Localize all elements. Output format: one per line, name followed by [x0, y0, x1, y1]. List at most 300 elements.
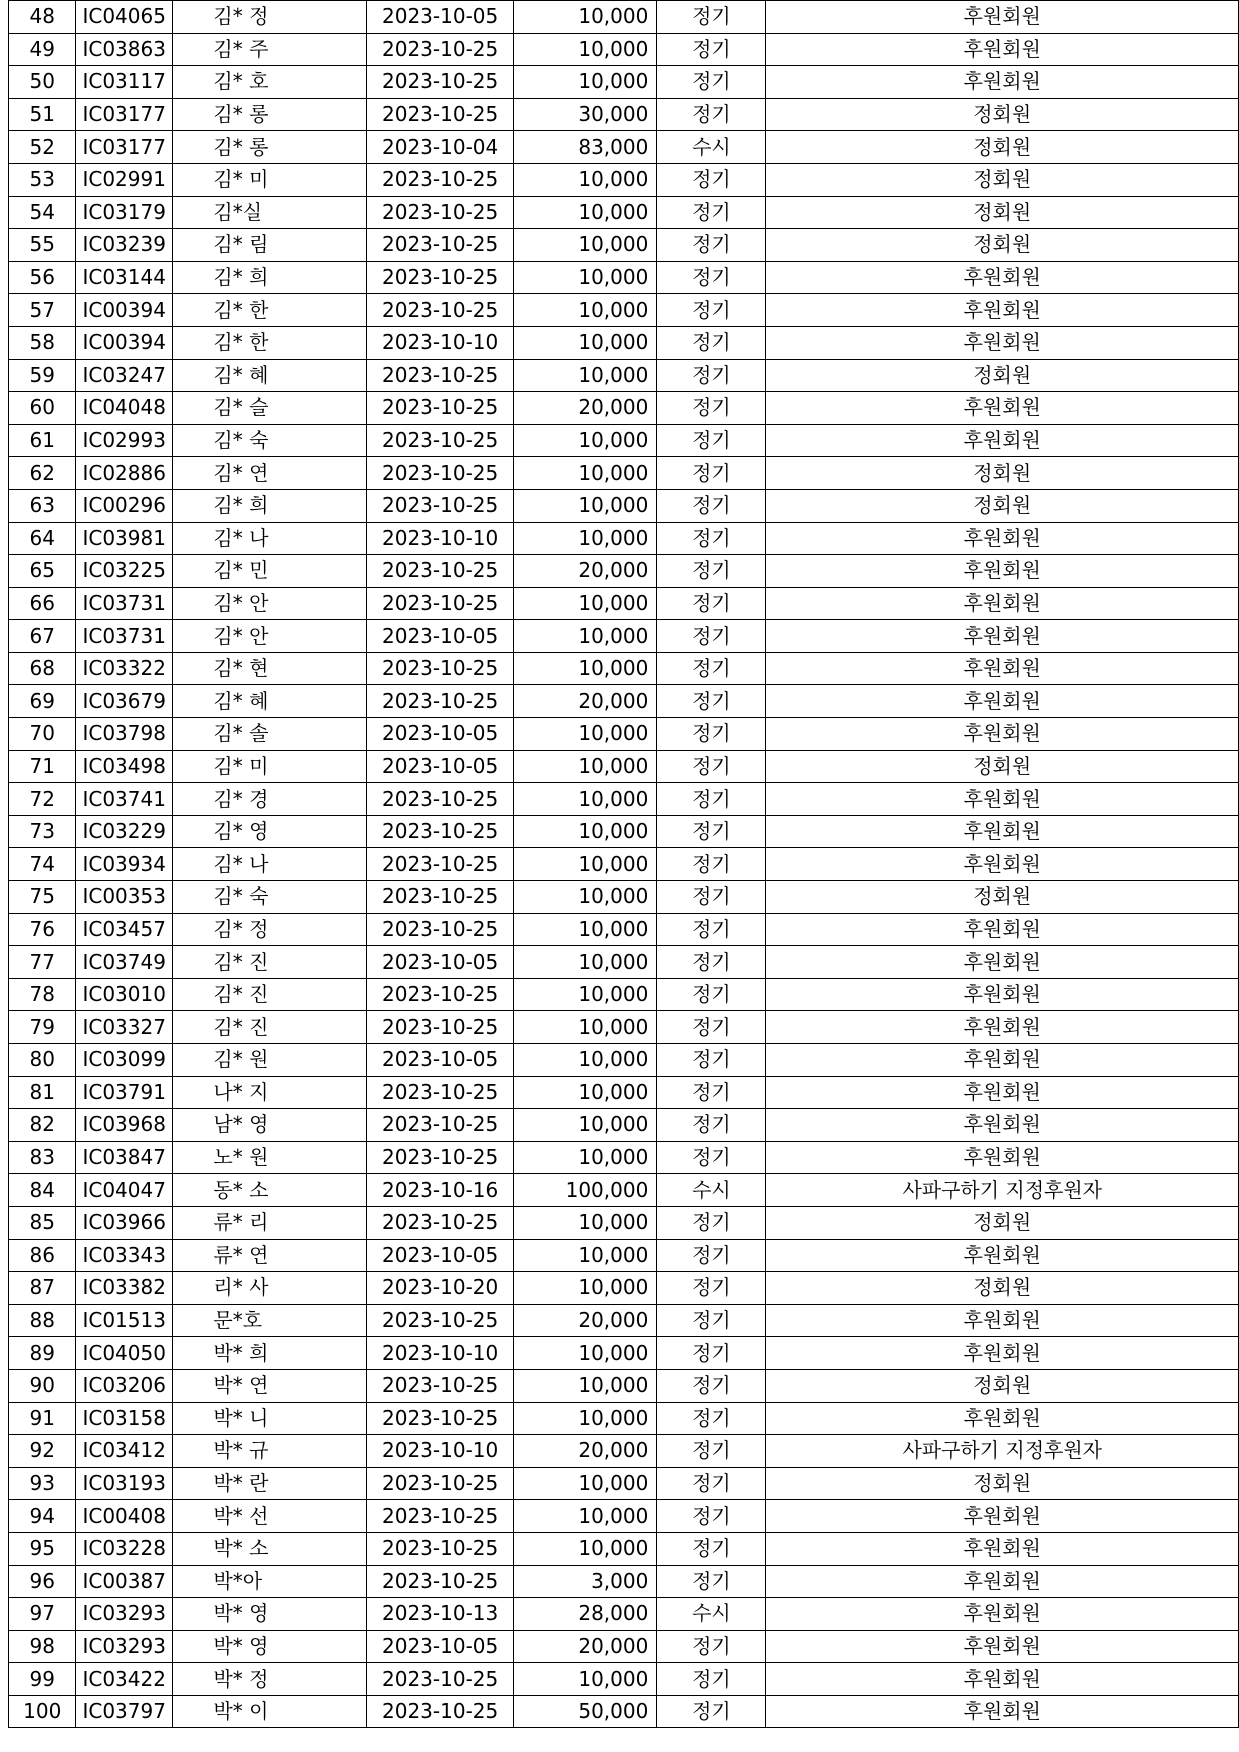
- donation-type-cell: 정기: [657, 1402, 766, 1435]
- table-row: [9, 718, 1239, 751]
- amount-cell: 10,000: [513, 881, 657, 914]
- row-number-cell: 75: [9, 881, 76, 914]
- member-name-cell: 김* 희: [173, 489, 367, 522]
- member-id-cell: IC03749: [76, 946, 173, 979]
- table-row: [9, 522, 1239, 555]
- donation-type-cell: 정기: [657, 1109, 766, 1142]
- donation-type-cell: 정기: [657, 1304, 766, 1337]
- member-id-cell: IC03981: [76, 522, 173, 555]
- donation-type-cell: 정기: [657, 1239, 766, 1272]
- row-number-cell: 95: [9, 1532, 76, 1565]
- amount-cell: 10,000: [513, 163, 657, 196]
- member-category-cell: 후원회원: [766, 587, 1239, 620]
- amount-cell: 10,000: [513, 196, 657, 229]
- donation-type-cell: 정기: [657, 1565, 766, 1598]
- donation-date-cell: 2023-10-10: [367, 1337, 513, 1370]
- member-name-cell: 김* 정: [173, 1, 367, 34]
- member-id-cell: IC03966: [76, 1206, 173, 1239]
- table-row: [9, 294, 1239, 327]
- member-category-cell: 후원회원: [766, 1598, 1239, 1631]
- member-category-cell: 후원회원: [766, 815, 1239, 848]
- member-id-cell: IC03798: [76, 718, 173, 751]
- amount-cell: 10,000: [513, 33, 657, 66]
- member-name-cell: 류* 연: [173, 1239, 367, 1272]
- member-id-cell: IC03158: [76, 1402, 173, 1435]
- member-name-cell: 김* 안: [173, 620, 367, 653]
- member-category-cell: 후원회원: [766, 913, 1239, 946]
- amount-cell: 20,000: [513, 392, 657, 425]
- member-id-cell: IC00394: [76, 326, 173, 359]
- donation-type-cell: 정기: [657, 1272, 766, 1305]
- row-number-cell: 62: [9, 457, 76, 490]
- member-category-cell: 정회원: [766, 196, 1239, 229]
- donation-date-cell: 2023-10-25: [367, 815, 513, 848]
- row-number-cell: 48: [9, 1, 76, 34]
- amount-cell: 10,000: [513, 1206, 657, 1239]
- member-category-cell: 후원회원: [766, 392, 1239, 425]
- member-id-cell: IC03847: [76, 1141, 173, 1174]
- table-row: [9, 1272, 1239, 1305]
- donation-type-cell: 정기: [657, 1141, 766, 1174]
- amount-cell: 10,000: [513, 1500, 657, 1533]
- amount-cell: 10,000: [513, 750, 657, 783]
- donation-date-cell: 2023-10-13: [367, 1598, 513, 1631]
- table-row: [9, 196, 1239, 229]
- table-row: [9, 1076, 1239, 1109]
- donation-type-cell: 정기: [657, 98, 766, 131]
- member-name-cell: 김* 민: [173, 555, 367, 588]
- row-number-cell: 79: [9, 1011, 76, 1044]
- member-name-cell: 리* 사: [173, 1272, 367, 1305]
- member-category-cell: 후원회원: [766, 783, 1239, 816]
- member-category-cell: 후원회원: [766, 1109, 1239, 1142]
- member-category-cell: 정회원: [766, 881, 1239, 914]
- amount-cell: 10,000: [513, 1239, 657, 1272]
- donation-date-cell: 2023-10-25: [367, 1141, 513, 1174]
- row-number-cell: 78: [9, 978, 76, 1011]
- member-category-cell: 정회원: [766, 359, 1239, 392]
- donation-date-cell: 2023-10-05: [367, 1044, 513, 1077]
- donation-date-cell: 2023-10-25: [367, 913, 513, 946]
- member-id-cell: IC01513: [76, 1304, 173, 1337]
- amount-cell: 10,000: [513, 620, 657, 653]
- member-category-cell: 후원회원: [766, 652, 1239, 685]
- row-number-cell: 69: [9, 685, 76, 718]
- donation-date-cell: 2023-10-05: [367, 946, 513, 979]
- member-category-cell: 후원회원: [766, 1304, 1239, 1337]
- amount-cell: 30,000: [513, 98, 657, 131]
- member-name-cell: 김* 연: [173, 457, 367, 490]
- donation-type-cell: 정기: [657, 424, 766, 457]
- member-category-cell: 후원회원: [766, 66, 1239, 99]
- donation-date-cell: 2023-10-20: [367, 1272, 513, 1305]
- row-number-cell: 90: [9, 1369, 76, 1402]
- row-number-cell: 67: [9, 620, 76, 653]
- table-row: [9, 98, 1239, 131]
- member-id-cell: IC03731: [76, 587, 173, 620]
- row-number-cell: 86: [9, 1239, 76, 1272]
- amount-cell: 10,000: [513, 489, 657, 522]
- donation-date-cell: 2023-10-25: [367, 196, 513, 229]
- donation-type-cell: 정기: [657, 1337, 766, 1370]
- donation-date-cell: 2023-10-25: [367, 261, 513, 294]
- row-number-cell: 89: [9, 1337, 76, 1370]
- amount-cell: 10,000: [513, 946, 657, 979]
- donation-date-cell: 2023-10-25: [367, 163, 513, 196]
- row-number-cell: 71: [9, 750, 76, 783]
- amount-cell: 100,000: [513, 1174, 657, 1207]
- member-category-cell: 후원회원: [766, 978, 1239, 1011]
- member-id-cell: IC04065: [76, 1, 173, 34]
- table-row: [9, 1695, 1239, 1728]
- table-row: [9, 978, 1239, 1011]
- donation-type-cell: 정기: [657, 261, 766, 294]
- donation-date-cell: 2023-10-25: [367, 98, 513, 131]
- donation-type-cell: 정기: [657, 1369, 766, 1402]
- member-category-cell: 후원회원: [766, 326, 1239, 359]
- donation-type-cell: 정기: [657, 1663, 766, 1696]
- table-row: [9, 1435, 1239, 1468]
- member-category-cell: 후원회원: [766, 33, 1239, 66]
- member-category-cell: 정회원: [766, 1206, 1239, 1239]
- amount-cell: 10,000: [513, 815, 657, 848]
- member-name-cell: 남* 영: [173, 1109, 367, 1142]
- table-row: [9, 1532, 1239, 1565]
- table-row: [9, 1500, 1239, 1533]
- table-row: [9, 750, 1239, 783]
- donation-type-cell: 정기: [657, 718, 766, 751]
- member-name-cell: 박* 정: [173, 1663, 367, 1696]
- row-number-cell: 84: [9, 1174, 76, 1207]
- member-id-cell: IC00296: [76, 489, 173, 522]
- table-row: [9, 1565, 1239, 1598]
- donation-date-cell: 2023-10-25: [367, 294, 513, 327]
- row-number-cell: 92: [9, 1435, 76, 1468]
- donation-date-cell: 2023-10-25: [367, 1076, 513, 1109]
- member-id-cell: IC03382: [76, 1272, 173, 1305]
- amount-cell: 10,000: [513, 652, 657, 685]
- donation-type-cell: 정기: [657, 685, 766, 718]
- member-id-cell: IC03247: [76, 359, 173, 392]
- row-number-cell: 58: [9, 326, 76, 359]
- donation-type-cell: 정기: [657, 1076, 766, 1109]
- member-id-cell: IC03498: [76, 750, 173, 783]
- member-category-cell: 후원회원: [766, 424, 1239, 457]
- donation-type-cell: 정기: [657, 522, 766, 555]
- member-category-cell: 후원회원: [766, 685, 1239, 718]
- member-name-cell: 김* 경: [173, 783, 367, 816]
- row-number-cell: 61: [9, 424, 76, 457]
- member-name-cell: 김* 미: [173, 750, 367, 783]
- amount-cell: 10,000: [513, 457, 657, 490]
- donation-type-cell: 정기: [657, 620, 766, 653]
- amount-cell: 10,000: [513, 1532, 657, 1565]
- row-number-cell: 87: [9, 1272, 76, 1305]
- member-name-cell: 동* 소: [173, 1174, 367, 1207]
- table-row: [9, 913, 1239, 946]
- table-row: [9, 392, 1239, 425]
- amount-cell: 10,000: [513, 1663, 657, 1696]
- member-category-cell: 사파구하기 지정후원자: [766, 1174, 1239, 1207]
- member-name-cell: 김* 림: [173, 229, 367, 262]
- member-name-cell: 김* 현: [173, 652, 367, 685]
- member-id-cell: IC00387: [76, 1565, 173, 1598]
- donation-type-cell: 정기: [657, 815, 766, 848]
- donation-type-cell: 정기: [657, 783, 766, 816]
- table-row: [9, 229, 1239, 262]
- member-category-cell: 정회원: [766, 489, 1239, 522]
- table-row: [9, 1174, 1239, 1207]
- donation-date-cell: 2023-10-25: [367, 359, 513, 392]
- member-category-cell: 후원회원: [766, 1532, 1239, 1565]
- table-row: [9, 66, 1239, 99]
- table-row: [9, 1663, 1239, 1696]
- row-number-cell: 49: [9, 33, 76, 66]
- member-category-cell: 후원회원: [766, 1630, 1239, 1663]
- donation-date-cell: 2023-10-25: [367, 1304, 513, 1337]
- member-category-cell: 정회원: [766, 1272, 1239, 1305]
- table-row: [9, 685, 1239, 718]
- row-number-cell: 72: [9, 783, 76, 816]
- donation-date-cell: 2023-10-25: [367, 457, 513, 490]
- member-id-cell: IC03144: [76, 261, 173, 294]
- amount-cell: 20,000: [513, 685, 657, 718]
- table-row: [9, 261, 1239, 294]
- member-name-cell: 김* 롱: [173, 98, 367, 131]
- member-category-cell: 후원회원: [766, 620, 1239, 653]
- amount-cell: 10,000: [513, 261, 657, 294]
- table-row: [9, 1304, 1239, 1337]
- member-category-cell: 후원회원: [766, 1076, 1239, 1109]
- donation-type-cell: 정기: [657, 66, 766, 99]
- table-row: [9, 1337, 1239, 1370]
- member-name-cell: 박* 니: [173, 1402, 367, 1435]
- amount-cell: 20,000: [513, 555, 657, 588]
- donation-type-cell: 정기: [657, 163, 766, 196]
- donation-type-cell: 정기: [657, 229, 766, 262]
- member-name-cell: 김* 진: [173, 978, 367, 1011]
- member-name-cell: 김* 안: [173, 587, 367, 620]
- row-number-cell: 66: [9, 587, 76, 620]
- table-row: [9, 555, 1239, 588]
- row-number-cell: 56: [9, 261, 76, 294]
- amount-cell: 10,000: [513, 1011, 657, 1044]
- donation-type-cell: 수시: [657, 1598, 766, 1631]
- member-name-cell: 김* 나: [173, 522, 367, 555]
- member-name-cell: 류* 리: [173, 1206, 367, 1239]
- member-id-cell: IC02991: [76, 163, 173, 196]
- amount-cell: 10,000: [513, 522, 657, 555]
- donation-type-cell: 정기: [657, 881, 766, 914]
- row-number-cell: 81: [9, 1076, 76, 1109]
- donation-date-cell: 2023-10-25: [367, 978, 513, 1011]
- member-category-cell: 정회원: [766, 1467, 1239, 1500]
- donation-date-cell: 2023-10-05: [367, 750, 513, 783]
- row-number-cell: 53: [9, 163, 76, 196]
- member-category-cell: 사파구하기 지정후원자: [766, 1435, 1239, 1468]
- amount-cell: 10,000: [513, 1109, 657, 1142]
- donation-type-cell: 정기: [657, 1630, 766, 1663]
- donation-type-cell: 정기: [657, 848, 766, 881]
- member-name-cell: 박* 영: [173, 1598, 367, 1631]
- donation-date-cell: 2023-10-25: [367, 587, 513, 620]
- donation-date-cell: 2023-10-04: [367, 131, 513, 164]
- table-row: [9, 1598, 1239, 1631]
- donation-date-cell: 2023-10-25: [367, 392, 513, 425]
- row-number-cell: 68: [9, 652, 76, 685]
- member-name-cell: 김* 희: [173, 261, 367, 294]
- member-id-cell: IC03206: [76, 1369, 173, 1402]
- amount-cell: 10,000: [513, 424, 657, 457]
- row-number-cell: 64: [9, 522, 76, 555]
- member-name-cell: 김* 혜: [173, 685, 367, 718]
- donation-date-cell: 2023-10-25: [367, 1565, 513, 1598]
- amount-cell: 10,000: [513, 359, 657, 392]
- amount-cell: 20,000: [513, 1630, 657, 1663]
- row-number-cell: 60: [9, 392, 76, 425]
- member-id-cell: IC03228: [76, 1532, 173, 1565]
- member-category-cell: 후원회원: [766, 1500, 1239, 1533]
- member-name-cell: 박* 규: [173, 1435, 367, 1468]
- table-row: [9, 1206, 1239, 1239]
- table-row: [9, 1044, 1239, 1077]
- table-row: [9, 1141, 1239, 1174]
- member-id-cell: IC03679: [76, 685, 173, 718]
- member-name-cell: 김* 정: [173, 913, 367, 946]
- member-id-cell: IC03741: [76, 783, 173, 816]
- donation-date-cell: 2023-10-05: [367, 718, 513, 751]
- row-number-cell: 57: [9, 294, 76, 327]
- member-name-cell: 박* 영: [173, 1630, 367, 1663]
- member-name-cell: 김* 진: [173, 1011, 367, 1044]
- donation-type-cell: 정기: [657, 978, 766, 1011]
- member-name-cell: 박*아: [173, 1565, 367, 1598]
- row-number-cell: 93: [9, 1467, 76, 1500]
- row-number-cell: 73: [9, 815, 76, 848]
- member-category-cell: 후원회원: [766, 1011, 1239, 1044]
- amount-cell: 10,000: [513, 66, 657, 99]
- donation-date-cell: 2023-10-25: [367, 1369, 513, 1402]
- member-category-cell: 정회원: [766, 131, 1239, 164]
- amount-cell: 50,000: [513, 1695, 657, 1728]
- member-category-cell: 정회원: [766, 229, 1239, 262]
- table-row: [9, 620, 1239, 653]
- row-number-cell: 65: [9, 555, 76, 588]
- table-row: [9, 457, 1239, 490]
- member-id-cell: IC03177: [76, 131, 173, 164]
- member-name-cell: 나* 지: [173, 1076, 367, 1109]
- member-category-cell: 후원회원: [766, 1239, 1239, 1272]
- donation-date-cell: 2023-10-05: [367, 620, 513, 653]
- member-name-cell: 김* 솔: [173, 718, 367, 751]
- table-row: [9, 163, 1239, 196]
- donation-type-cell: 정기: [657, 1044, 766, 1077]
- member-name-cell: 박* 이: [173, 1695, 367, 1728]
- member-name-cell: 박* 연: [173, 1369, 367, 1402]
- donation-date-cell: 2023-10-25: [367, 1467, 513, 1500]
- table-row: [9, 1369, 1239, 1402]
- donation-type-cell: 정기: [657, 946, 766, 979]
- member-id-cell: IC03797: [76, 1695, 173, 1728]
- donation-date-cell: 2023-10-25: [367, 848, 513, 881]
- member-name-cell: 김* 원: [173, 1044, 367, 1077]
- member-name-cell: 김* 미: [173, 163, 367, 196]
- member-category-cell: 정회원: [766, 1369, 1239, 1402]
- member-name-cell: 김* 숙: [173, 424, 367, 457]
- donation-table: [8, 0, 1239, 1728]
- member-id-cell: IC02886: [76, 457, 173, 490]
- donation-type-cell: 정기: [657, 1467, 766, 1500]
- table-row: [9, 587, 1239, 620]
- donation-type-cell: 정기: [657, 913, 766, 946]
- member-category-cell: 정회원: [766, 750, 1239, 783]
- donation-table-body: [9, 1, 1239, 1728]
- member-name-cell: 박* 희: [173, 1337, 367, 1370]
- amount-cell: 20,000: [513, 1435, 657, 1468]
- member-name-cell: 김* 슬: [173, 392, 367, 425]
- member-category-cell: 후원회원: [766, 261, 1239, 294]
- member-category-cell: 후원회원: [766, 1663, 1239, 1696]
- amount-cell: 10,000: [513, 1076, 657, 1109]
- member-category-cell: 후원회원: [766, 522, 1239, 555]
- member-id-cell: IC03412: [76, 1435, 173, 1468]
- member-id-cell: IC03117: [76, 66, 173, 99]
- donation-date-cell: 2023-10-25: [367, 1695, 513, 1728]
- member-name-cell: 김* 한: [173, 326, 367, 359]
- table-row: [9, 359, 1239, 392]
- amount-cell: 28,000: [513, 1598, 657, 1631]
- member-id-cell: IC03322: [76, 652, 173, 685]
- donation-date-cell: 2023-10-10: [367, 522, 513, 555]
- member-name-cell: 김* 호: [173, 66, 367, 99]
- donation-type-cell: 정기: [657, 392, 766, 425]
- member-name-cell: 박* 선: [173, 1500, 367, 1533]
- donation-type-cell: 정기: [657, 1695, 766, 1728]
- donation-date-cell: 2023-10-10: [367, 326, 513, 359]
- donation-type-cell: 정기: [657, 1, 766, 34]
- donation-date-cell: 2023-10-25: [367, 1109, 513, 1142]
- row-number-cell: 51: [9, 98, 76, 131]
- member-id-cell: IC03293: [76, 1630, 173, 1663]
- donation-date-cell: 2023-10-05: [367, 1, 513, 34]
- member-name-cell: 김*실: [173, 196, 367, 229]
- member-category-cell: 후원회원: [766, 1044, 1239, 1077]
- donation-date-cell: 2023-10-05: [367, 1630, 513, 1663]
- donation-date-cell: 2023-10-05: [367, 1239, 513, 1272]
- member-id-cell: IC02993: [76, 424, 173, 457]
- member-name-cell: 박* 란: [173, 1467, 367, 1500]
- donation-date-cell: 2023-10-25: [367, 229, 513, 262]
- amount-cell: 83,000: [513, 131, 657, 164]
- donation-type-cell: 정기: [657, 294, 766, 327]
- donation-type-cell: 정기: [657, 1532, 766, 1565]
- member-id-cell: IC03010: [76, 978, 173, 1011]
- donation-type-cell: 정기: [657, 750, 766, 783]
- member-id-cell: IC03225: [76, 555, 173, 588]
- amount-cell: 3,000: [513, 1565, 657, 1598]
- row-number-cell: 98: [9, 1630, 76, 1663]
- table-row: [9, 424, 1239, 457]
- member-category-cell: 후원회원: [766, 718, 1239, 751]
- member-category-cell: 정회원: [766, 457, 1239, 490]
- donation-type-cell: 정기: [657, 33, 766, 66]
- member-id-cell: IC00353: [76, 881, 173, 914]
- donation-type-cell: 수시: [657, 131, 766, 164]
- table-row: [9, 1402, 1239, 1435]
- donation-type-cell: 정기: [657, 196, 766, 229]
- member-category-cell: 후원회원: [766, 1337, 1239, 1370]
- member-category-cell: 후원회원: [766, 1402, 1239, 1435]
